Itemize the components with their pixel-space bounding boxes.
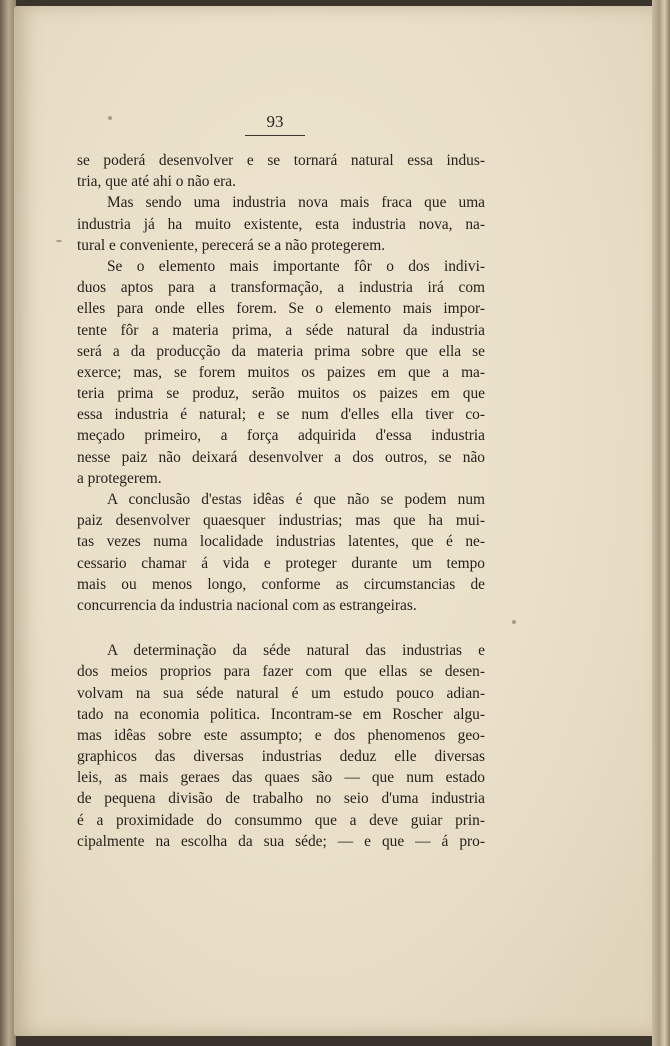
text-line: elles para onde elles forem. Se o elemento mais impor- bbox=[77, 300, 485, 318]
text-line: volvam na sua séde natural é um estudo pouco adian- bbox=[77, 684, 485, 702]
text-line: tural e conveniente, perecerá se a não protegerem. bbox=[77, 236, 386, 254]
text-line: A conclusão d'estas idêas é que não se podem num bbox=[107, 491, 485, 508]
text-line: será a da producção da materia prima sobre que ella se bbox=[77, 342, 485, 360]
paragraph bbox=[77, 192, 485, 256]
paragraph bbox=[77, 640, 485, 852]
text-line: graphicos das diversas industrias deduz elle diversas bbox=[77, 748, 485, 766]
paragraph bbox=[77, 150, 485, 192]
text-line: se poderá desenvolver e se tornará natural essa indus- bbox=[77, 152, 485, 169]
text-line: Mas sendo uma industria nova mais fraca que uma bbox=[107, 194, 485, 212]
text-line: A determinação da séde natural das industrias e bbox=[107, 642, 485, 660]
text-line: meçado primeiro, a força adquirida d'essa industria bbox=[77, 427, 485, 445]
page-number: 93 bbox=[245, 112, 305, 136]
paragraph bbox=[77, 256, 485, 489]
text-line: a protegerem. bbox=[77, 469, 162, 487]
paper-speck bbox=[56, 240, 62, 242]
text-line: concurrencia da industria nacional com as estrangeiras. bbox=[77, 596, 417, 614]
text-line: tente fôr a materia prima, a séde natural da industria bbox=[77, 321, 485, 339]
text-line: teria prima se produz, serão muitos os paizes em que bbox=[77, 385, 485, 403]
paper-speck bbox=[512, 620, 516, 624]
text-line: dos meios proprios para fazer com que ellas se desen- bbox=[77, 663, 485, 681]
text-line: tria, que até ahi o não era. bbox=[77, 173, 236, 191]
text-line: de pequena divisão de trabalho no seio d'uma industria bbox=[77, 790, 485, 808]
text-line: tas vezes numa localidade industrias latentes, que é ne- bbox=[77, 533, 485, 551]
text-line: mais ou menos longo, conforme as circumstancias de bbox=[77, 575, 485, 593]
text-line: cipalmente na escolha da sua séde; — e que — á pro- bbox=[77, 832, 485, 850]
text-line: nesse paiz não deixará desenvolver a dos outros, se não bbox=[77, 448, 485, 466]
text-line: exerce; mas, se forem muitos os paizes em que a ma- bbox=[77, 363, 485, 381]
text-line: tado na economia politica. Incontram-se em Roscher algu- bbox=[77, 705, 485, 723]
text-line: paiz desenvolver quaesquer industrias; mas que ha mui- bbox=[77, 512, 485, 530]
text-line: cessario chamar á vida e proteger durante um tempo bbox=[77, 554, 485, 572]
body-text bbox=[77, 150, 485, 852]
text-line: industria já ha muito existente, esta industria nova, na- bbox=[77, 215, 485, 233]
text-line: mas idêas sobre este assumpto; e dos phenomenos geo- bbox=[77, 726, 485, 744]
text-line: essa industria é natural; e se num d'elles ella tiver co- bbox=[77, 406, 485, 424]
paper-speck bbox=[108, 116, 112, 120]
text-line: Se o elemento mais importante fôr o dos indivi- bbox=[107, 257, 485, 275]
paragraph bbox=[77, 489, 485, 616]
text-line: é a proximidade do consummo que a deve guiar prin- bbox=[77, 811, 485, 829]
text-line: duos aptos para a transformação, a industria irá com bbox=[77, 279, 485, 297]
section-gap bbox=[77, 616, 485, 640]
text-line: leis, as mais geraes das quaes são — que num estado bbox=[77, 769, 485, 787]
page-stack-edge bbox=[652, 0, 670, 1046]
